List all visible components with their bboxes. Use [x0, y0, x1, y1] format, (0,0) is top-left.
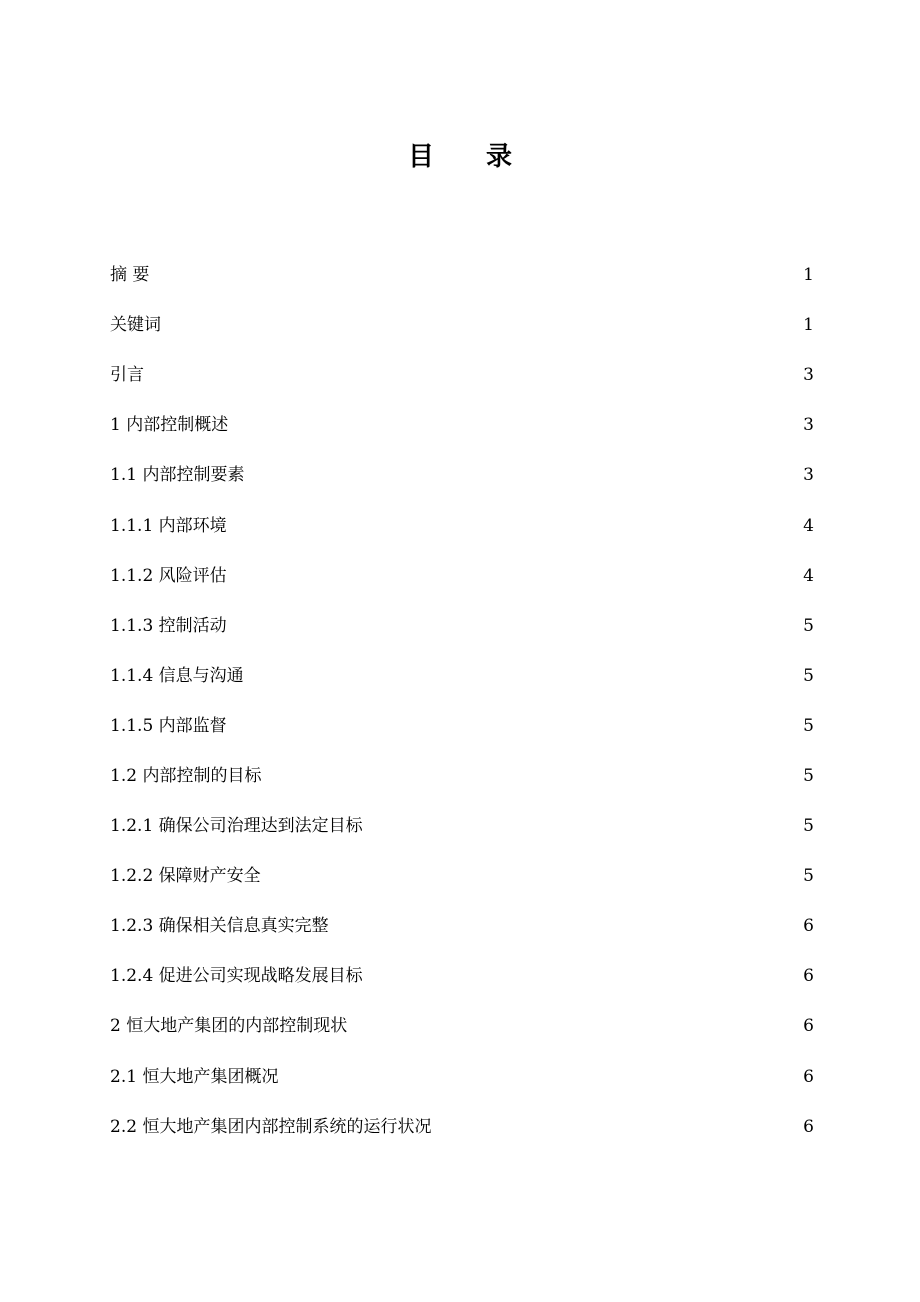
toc-entry[interactable] — [110, 601, 814, 651]
toc-entry[interactable] — [110, 651, 814, 701]
toc-entry-label: 1.1.1 内部环境 — [110, 515, 227, 536]
toc-entry-label: 1.2.3 确保相关信息真实完整 — [110, 916, 329, 937]
toc-entry-page-number: 5 — [803, 816, 814, 837]
toc-entry[interactable] — [110, 701, 814, 751]
toc-entry-label: 1.1.4 信息与沟通 — [110, 665, 244, 686]
toc-title — [0, 136, 920, 173]
toc-entry-label: 1 内部控制概述 — [110, 415, 229, 436]
toc-entry[interactable] — [110, 1052, 814, 1102]
toc-entry-page-number: 6 — [803, 916, 814, 937]
toc-entry-label: 2.1 恒大地产集团概况 — [110, 1066, 279, 1087]
toc-entry-label: 关键词 — [110, 315, 161, 336]
toc-entry-page-number: 3 — [803, 415, 814, 436]
toc-entry[interactable] — [110, 551, 814, 601]
toc-entry-page-number: 5 — [803, 765, 814, 786]
toc-entry[interactable] — [110, 400, 814, 450]
toc-entry-page-number: 5 — [803, 715, 814, 736]
toc-entry-page-number: 6 — [803, 1016, 814, 1037]
toc-entry-label: 引言 — [110, 365, 144, 386]
toc-entry-label: 1.2.4 促进公司实现战略发展目标 — [110, 966, 363, 987]
toc-entry-label: 2.2 恒大地产集团内部控制系统的运行状况 — [110, 1116, 432, 1137]
toc-entry[interactable] — [110, 300, 814, 350]
toc-entry-page-number: 1 — [803, 315, 814, 336]
toc-entry-page-number: 5 — [803, 866, 814, 887]
toc-entry[interactable] — [110, 751, 814, 801]
toc-entry[interactable] — [110, 851, 814, 901]
toc-title-first-char: 目 — [407, 142, 434, 172]
toc-entry-page-number: 6 — [803, 1116, 814, 1137]
toc-entry-label: 1.1.5 内部监督 — [110, 715, 227, 736]
toc-entry[interactable] — [110, 951, 814, 1001]
toc-entry-page-number: 4 — [803, 565, 814, 586]
toc-entry-page-number: 1 — [803, 265, 814, 286]
toc-entry-label: 1.1.2 风险评估 — [110, 565, 227, 586]
toc-entry-page-number: 6 — [803, 1066, 814, 1087]
toc-entry-label: 2 恒大地产集团的内部控制现状 — [110, 1016, 348, 1037]
toc-entry-page-number: 4 — [803, 515, 814, 536]
toc-entry[interactable] — [110, 450, 814, 500]
toc-entry-page-number: 3 — [803, 465, 814, 486]
toc-entry[interactable] — [110, 350, 814, 400]
toc-entry[interactable] — [110, 500, 814, 550]
toc-list — [110, 250, 814, 1152]
toc-entry[interactable] — [110, 1102, 814, 1152]
toc-entry-label: 1.2.2 保障财产安全 — [110, 866, 261, 887]
toc-entry-page-number: 6 — [803, 966, 814, 987]
toc-entry-label: 1.1 内部控制要素 — [110, 465, 245, 486]
toc-entry-label: 1.2.1 确保公司治理达到法定目标 — [110, 816, 363, 837]
toc-entry[interactable] — [110, 1001, 814, 1051]
toc-entry-page-number: 5 — [803, 665, 814, 686]
toc-entry-label: 1.1.3 控制活动 — [110, 615, 227, 636]
toc-entry[interactable] — [110, 901, 814, 951]
toc-title-second-char: 录 — [486, 142, 513, 172]
toc-entry-label: 摘 要 — [110, 265, 150, 286]
toc-entry-page-number: 5 — [803, 615, 814, 636]
toc-entry-label: 1.2 内部控制的目标 — [110, 765, 262, 786]
toc-entry[interactable] — [110, 801, 814, 851]
toc-entry[interactable] — [110, 250, 814, 300]
toc-entry-page-number: 3 — [803, 365, 814, 386]
